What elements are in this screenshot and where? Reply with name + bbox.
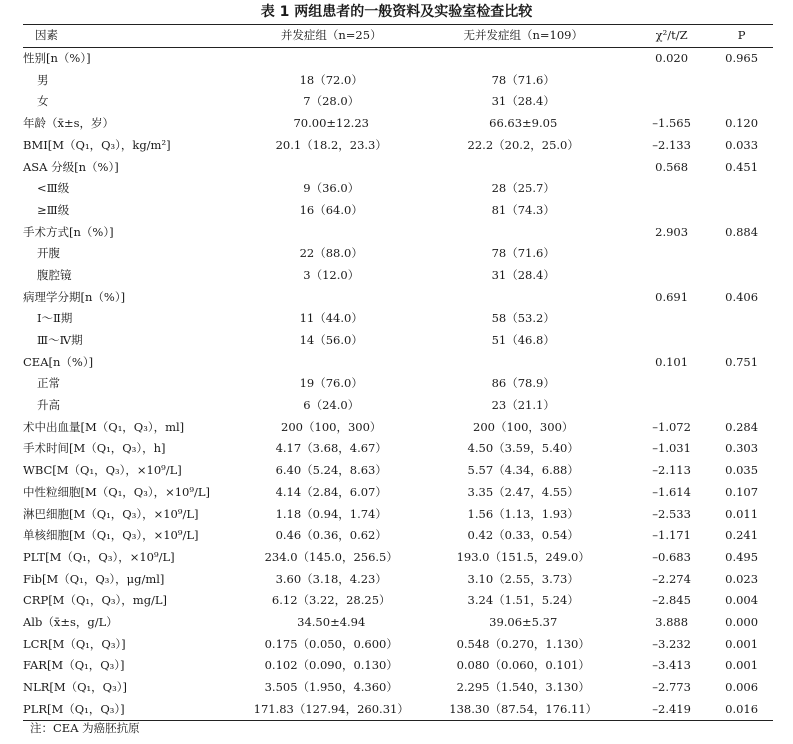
complication-group-cell [249, 287, 413, 309]
p-value-cell: 0.011 [725, 506, 759, 521]
table-row [23, 308, 773, 330]
statistic-cell [633, 91, 710, 113]
no-complication-group-cell: 66.63±9.05 [489, 116, 558, 131]
table-note: 注：CEA 为癌胚抗原 [30, 721, 140, 735]
factor-cell: PLR[M（Q₁，Q₃）] [23, 699, 249, 721]
factor-cell: 单核细胞[M（Q₁，Q₃），×10⁹/L] [23, 528, 199, 543]
factor-cell: BMI[M（Q₁，Q₃），kg/m²] [23, 137, 171, 152]
complication-group-cell: 7（28.0） [303, 94, 360, 109]
factor-cell: ASA 分级[n（%）] [23, 159, 119, 174]
statistic-cell [633, 200, 710, 222]
no-complication-group-cell: 0.548（0.270，1.130） [456, 636, 590, 651]
p-value-cell [710, 200, 773, 222]
no-complication-group-cell: 1.56（1.13，1.93） [467, 506, 579, 521]
no-complication-group-cell: 58（53.2） [491, 311, 555, 326]
complication-group-cell: 3.505（1.950，4.360） [264, 680, 398, 695]
table-row [23, 612, 773, 634]
factor-cell: 年龄（x̄±s，岁） [23, 116, 115, 131]
p-value-cell: 0.241 [725, 528, 759, 543]
no-complication-group-cell: 81（74.3） [491, 202, 555, 217]
complication-group-cell: 0.175（0.050，0.600） [264, 636, 398, 651]
no-complication-group-cell: 86（78.9） [491, 376, 555, 391]
p-value-cell: 0.001 [725, 636, 759, 651]
header-row [23, 25, 773, 48]
p-value-cell [710, 91, 773, 113]
p-value-cell: 0.000 [725, 614, 759, 629]
statistic-cell: –3.413 [652, 658, 691, 673]
no-complication-group-cell [413, 156, 633, 178]
table-row [23, 265, 773, 287]
header-complication-group: 并发症组（n=25） [249, 25, 413, 48]
table-row [23, 525, 773, 547]
table-row [23, 590, 773, 612]
complication-group-cell: 6.12（3.22，28.25） [271, 593, 391, 608]
factor-cell: CEA[n（%）] [23, 354, 94, 369]
factor-cell: Ⅲ～Ⅳ期 [37, 333, 83, 348]
statistic-cell: 3.888 [655, 614, 689, 629]
table-row [23, 634, 773, 656]
factor-cell: 开腹 [37, 246, 60, 261]
statistic-cell: –2.773 [652, 680, 691, 695]
factor-cell: 正常 [37, 376, 60, 391]
p-value-cell [710, 178, 773, 200]
statistic-cell: –3.232 [652, 636, 691, 651]
factor-cell: LCR[M（Q₁，Q₃）] [23, 636, 126, 651]
table-row [23, 70, 773, 92]
statistic-cell: –2.133 [652, 137, 691, 152]
statistic-cell: 0.020 [655, 51, 689, 66]
complication-group-cell: 16（64.0） [299, 202, 363, 217]
table-row [23, 287, 773, 309]
factor-cell: 手术方式[n（%）] [23, 224, 114, 239]
no-complication-group-cell: 0.080（0.060，0.101） [456, 658, 590, 673]
table-row [23, 48, 773, 70]
statistic-cell: 0.568 [655, 159, 689, 174]
no-complication-group-cell: 2.295（1.540，3.130） [456, 680, 590, 695]
statistic-cell [633, 373, 710, 395]
complication-group-cell: 34.50±4.94 [297, 614, 366, 629]
table-row [23, 156, 773, 178]
no-complication-group-cell: 78（71.6） [491, 72, 555, 87]
factor-cell: NLR[M（Q₁，Q₃）] [23, 680, 127, 695]
p-value-cell [710, 395, 773, 417]
header-factor: 因素 [23, 25, 249, 48]
no-complication-group-cell: 5.57（4.34，6.88） [467, 463, 579, 478]
statistic-cell: –2.845 [652, 593, 691, 608]
header-statistic: χ²/t/Z [633, 25, 710, 48]
statistic-cell: –1.565 [652, 116, 691, 131]
p-value-cell: 0.120 [725, 116, 759, 131]
statistic-cell: –1.031 [652, 441, 691, 456]
p-value-cell [710, 308, 773, 330]
table-row [23, 135, 773, 157]
no-complication-group-cell: 138.30（87.54，176.11） [413, 699, 633, 721]
statistic-cell [633, 265, 710, 287]
p-value-cell: 0.406 [725, 289, 759, 304]
no-complication-group-cell: 78（71.6） [491, 246, 555, 261]
complication-group-cell: 11（44.0） [299, 311, 363, 326]
no-complication-group-cell: 22.2（20.2，25.0） [467, 137, 579, 152]
p-value-cell: 0.751 [725, 354, 759, 369]
no-complication-group-cell: 0.42（0.33，0.54） [467, 528, 579, 543]
table-row [23, 222, 773, 244]
header-no-complication-group: 无并发症组（n=109） [413, 25, 633, 48]
p-value-cell: 0.965 [725, 51, 759, 66]
factor-cell: 中性粒细胞[M（Q₁，Q₃），×10⁹/L] [23, 484, 210, 499]
p-value-cell: 0.001 [725, 658, 759, 673]
factor-cell: 腹腔镜 [37, 267, 72, 282]
no-complication-group-cell: 3.24（1.51，5.24） [467, 593, 579, 608]
p-value-cell: 0.303 [725, 441, 759, 456]
complication-group-cell: 3.60（3.18，4.23） [275, 571, 387, 586]
p-value-cell: 0.016 [710, 699, 773, 721]
factor-cell: FAR[M（Q₁，Q₃）] [23, 658, 125, 673]
table-row [23, 417, 773, 439]
p-value-cell [710, 330, 773, 352]
p-value-cell: 0.033 [725, 137, 759, 152]
no-complication-group-cell: 23（21.1） [491, 398, 555, 413]
factor-cell: <Ⅲ级 [37, 181, 70, 196]
statistic-cell [633, 308, 710, 330]
complication-group-cell: 234.0（145.0，256.5） [264, 549, 398, 564]
table-row [23, 178, 773, 200]
factor-cell: 淋巴细胞[M（Q₁，Q₃），×10⁹/L] [23, 506, 199, 521]
complication-group-cell: 200（100，300） [281, 419, 382, 434]
complication-group-cell [249, 156, 413, 178]
factor-cell: Fib[M（Q₁，Q₃），μg/ml] [23, 571, 165, 586]
factor-cell: CRP[M（Q₁，Q₃），mg/L] [23, 593, 168, 608]
p-value-cell [710, 243, 773, 265]
statistic-cell: 0.101 [655, 354, 689, 369]
statistic-cell: –1.614 [652, 484, 691, 499]
statistic-cell: –2.113 [652, 463, 691, 478]
no-complication-group-cell: 4.50（3.59，5.40） [467, 441, 579, 456]
statistic-cell [633, 243, 710, 265]
complication-group-cell: 4.17（3.68，4.67） [275, 441, 387, 456]
table-row [23, 91, 773, 113]
no-complication-group-cell: 200（100，300） [473, 419, 574, 434]
complication-group-cell [249, 352, 413, 374]
table-header [23, 25, 773, 48]
table-row [23, 655, 773, 677]
table-row [23, 330, 773, 352]
no-complication-group-cell [413, 222, 633, 244]
complication-group-cell: 6（24.0） [303, 398, 360, 413]
p-value-cell [710, 373, 773, 395]
complication-group-cell [249, 222, 413, 244]
table-row [23, 547, 773, 569]
table-row [23, 352, 773, 374]
statistic-cell [633, 70, 710, 92]
table-row [23, 373, 773, 395]
table-row [23, 243, 773, 265]
table-row [23, 482, 773, 504]
statistic-cell [633, 178, 710, 200]
complication-group-cell: 9（36.0） [303, 181, 360, 196]
statistic-cell: –2.274 [652, 571, 691, 586]
no-complication-group-cell: 31（28.4） [491, 267, 555, 282]
no-complication-group-cell: 39.06±5.37 [489, 614, 558, 629]
table-row [23, 569, 773, 591]
factor-cell: Alb（x̄±s，g/L） [23, 614, 118, 629]
statistic-cell: –1.171 [652, 528, 691, 543]
complication-group-cell: 20.1（18.2，23.3） [275, 137, 387, 152]
no-complication-group-cell: 3.35（2.47，4.55） [467, 484, 579, 499]
no-complication-group-cell: 3.10（2.55，3.73） [467, 571, 579, 586]
p-value-cell: 0.006 [725, 680, 759, 695]
no-complication-group-cell: 31（28.4） [491, 94, 555, 109]
no-complication-group-cell [413, 352, 633, 374]
factor-cell: WBC[M（Q₁，Q₃），×10⁹/L] [23, 463, 182, 478]
complication-group-cell: 1.18（0.94，1.74） [275, 506, 387, 521]
p-value-cell: 0.284 [725, 419, 759, 434]
table-row [23, 503, 773, 525]
complication-group-cell: 4.14（2.84，6.07） [275, 484, 387, 499]
complication-group-cell: 14（56.0） [299, 333, 363, 348]
p-value-cell: 0.884 [725, 224, 759, 239]
p-value-cell [710, 265, 773, 287]
p-value-cell: 0.004 [725, 593, 759, 608]
table-row [23, 460, 773, 482]
p-value-cell: 0.451 [725, 159, 759, 174]
p-value-cell: 0.107 [725, 484, 759, 499]
statistic-cell: –2.533 [652, 506, 691, 521]
complication-group-cell: 3（12.0） [303, 267, 360, 282]
p-value-cell: 0.495 [725, 549, 759, 564]
factor-cell: Ⅰ～Ⅱ期 [37, 311, 73, 326]
complication-group-cell: 0.46（0.36，0.62） [275, 528, 387, 543]
factor-cell: 术中出血量[M（Q₁，Q₃），ml] [23, 419, 185, 434]
table-row [23, 677, 773, 699]
no-complication-group-cell [413, 287, 633, 309]
factor-cell: 病理学分期[n（%）] [23, 289, 126, 304]
no-complication-group-cell: 193.0（151.5，249.0） [456, 549, 590, 564]
complication-group-cell: 19（76.0） [299, 376, 363, 391]
table-row [23, 200, 773, 222]
statistic-cell: –0.683 [652, 549, 691, 564]
factor-cell: 男 [37, 72, 49, 87]
comparison-table [23, 24, 773, 721]
statistic-cell: –1.072 [652, 419, 691, 434]
statistic-cell: –2.419 [633, 699, 710, 721]
table-body [23, 48, 773, 721]
factor-cell: ≥Ⅲ级 [37, 202, 70, 217]
complication-group-cell: 18（72.0） [299, 72, 363, 87]
p-value-cell: 0.035 [725, 463, 759, 478]
complication-group-cell [249, 48, 413, 70]
p-value-cell: 0.023 [725, 571, 759, 586]
complication-group-cell: 22（88.0） [299, 246, 363, 261]
complication-group-cell: 0.102（0.090，0.130） [264, 658, 398, 673]
complication-group-cell: 70.00±12.23 [293, 116, 369, 131]
table-title: 表 1 两组患者的一般资料及实验室检查比较 [260, 4, 533, 20]
factor-cell: 手术时间[M（Q₁，Q₃），h] [23, 441, 166, 456]
factor-cell: 升高 [37, 398, 60, 413]
complication-group-cell: 6.40（5.24，8.63） [275, 463, 387, 478]
no-complication-group-cell: 51（46.8） [491, 333, 555, 348]
table-row [23, 438, 773, 460]
no-complication-group-cell [413, 48, 633, 70]
statistic-cell: 0.691 [655, 289, 689, 304]
factor-cell: 女 [37, 94, 49, 109]
p-value-cell [710, 70, 773, 92]
statistic-cell [633, 395, 710, 417]
complication-group-cell: 171.83（127.94，260.31） [249, 699, 413, 721]
factor-cell: PLT[M（Q₁，Q₃），×10⁹/L] [23, 549, 175, 564]
table-row [23, 699, 773, 721]
no-complication-group-cell: 28（25.7） [491, 181, 555, 196]
factor-cell: 性别[n（%）] [23, 51, 91, 66]
statistic-cell [633, 330, 710, 352]
header-p-value: P [710, 25, 773, 48]
table-row [23, 113, 773, 135]
statistic-cell: 2.903 [655, 224, 689, 239]
table-row [23, 395, 773, 417]
